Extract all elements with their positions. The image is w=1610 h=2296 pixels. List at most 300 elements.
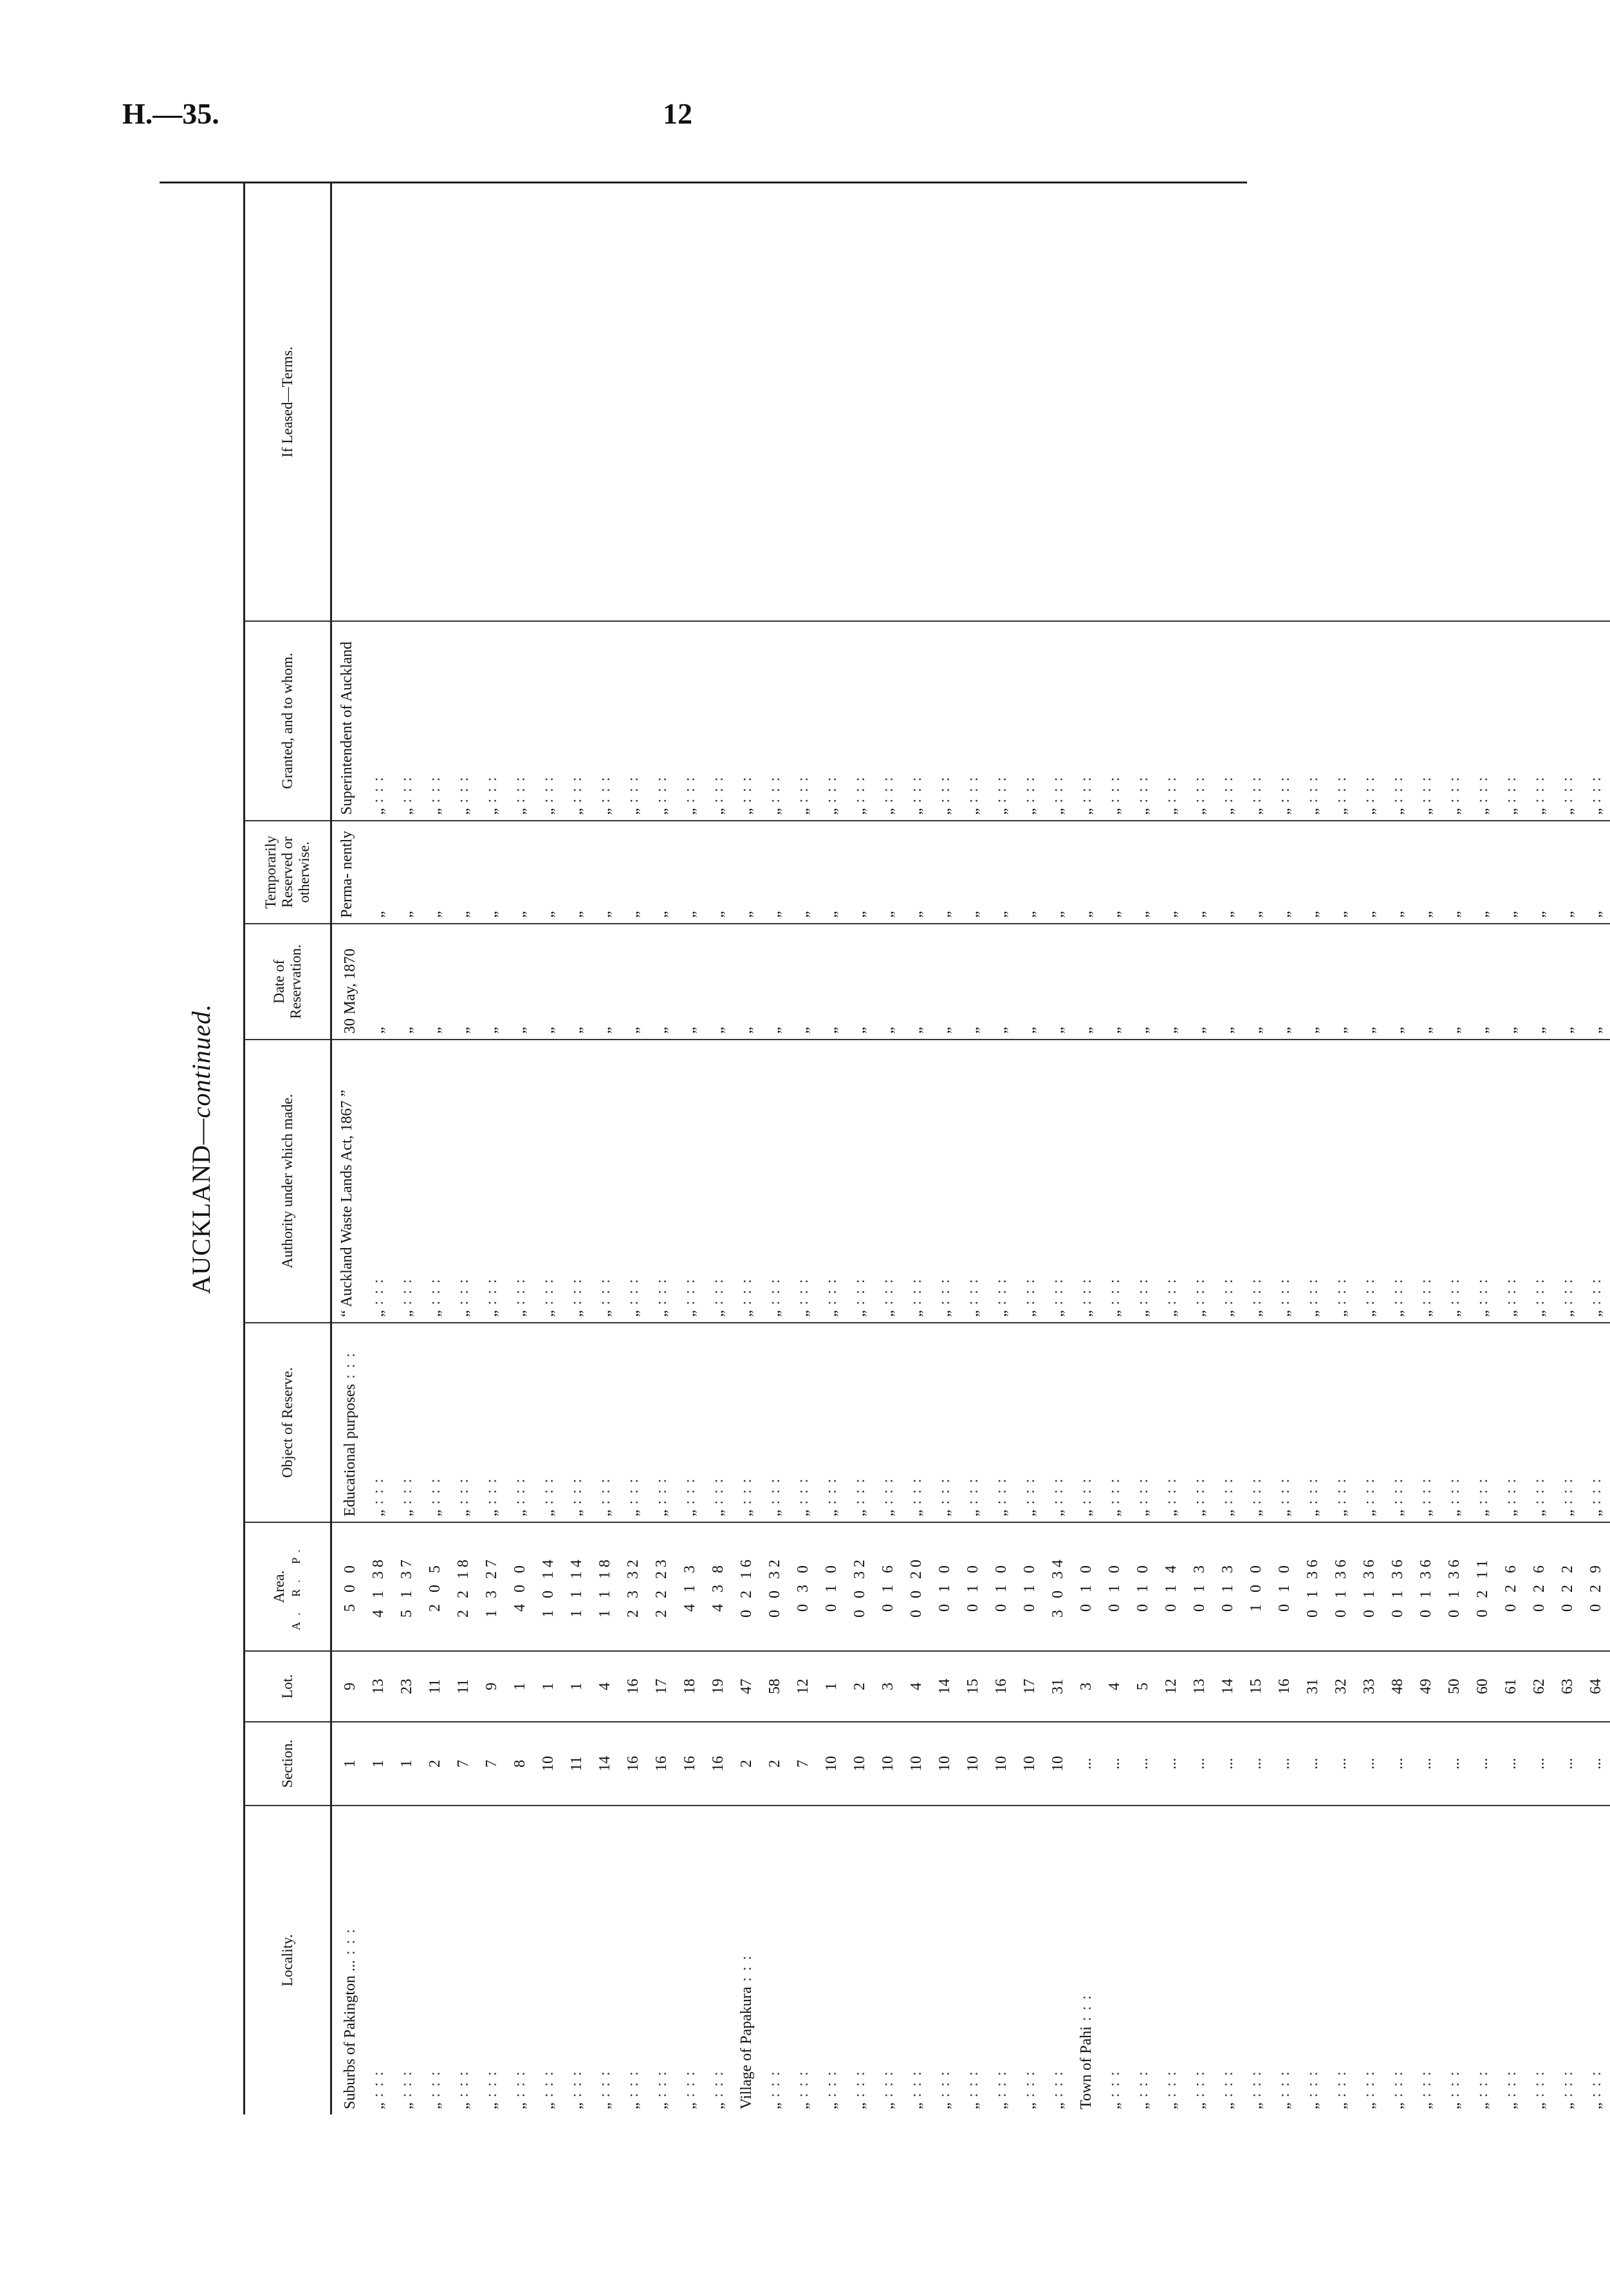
table-row: [930, 183, 959, 2114]
cell-object: „ : : :: [421, 1323, 449, 1522]
cell-locality: „ : : :: [1129, 1806, 1157, 2114]
cell-date: „: [364, 924, 393, 1040]
cell-granted: „ : : :: [1072, 621, 1100, 821]
cell-terms: [1497, 183, 1525, 621]
cell-lot: 16: [987, 1651, 1015, 1722]
cell-section: 8: [506, 1722, 534, 1806]
cell-section: ...: [1072, 1722, 1100, 1806]
cell-granted: „ : : :: [959, 621, 987, 821]
cell-object: „ : : :: [676, 1323, 704, 1522]
cell-section: ...: [1157, 1722, 1185, 1806]
cell-authority: „ : : :: [1383, 1040, 1412, 1323]
cell-section: ...: [1412, 1722, 1440, 1806]
cell-object: Educational purposes : : :: [331, 1323, 365, 1522]
cell-date: „: [619, 924, 647, 1040]
cell-section: 11: [562, 1722, 591, 1806]
cell-area: 1 0 14: [534, 1522, 562, 1651]
cell-locality: „ : : :: [1468, 1806, 1497, 2114]
cell-object: „ : : :: [393, 1323, 421, 1522]
cell-granted: „ : : :: [591, 621, 619, 821]
table-row: [1327, 183, 1355, 2114]
cell-area: 2 2 23: [647, 1522, 676, 1651]
cell-granted: „ : : :: [704, 621, 732, 821]
table-caption: [160, 183, 243, 2114]
cell-lot: 16: [619, 1651, 647, 1722]
table-row: [421, 183, 449, 2114]
cell-authority: „ : : :: [393, 1040, 421, 1323]
cell-lot: 9: [331, 1651, 365, 1722]
cell-section: 10: [874, 1722, 902, 1806]
cell-temporarily: „: [1270, 821, 1299, 924]
cell-terms: [506, 183, 534, 621]
cell-area: 0 1 36: [1383, 1522, 1412, 1651]
cell-date: „: [1072, 924, 1100, 1040]
cell-granted: „ : : :: [449, 621, 477, 821]
cell-date: „: [647, 924, 676, 1040]
cell-lot: 1: [817, 1651, 846, 1722]
cell-date: „: [477, 924, 506, 1040]
cell-temporarily: „: [874, 821, 902, 924]
cell-lot: 63: [1553, 1651, 1582, 1722]
cell-section: ...: [1497, 1722, 1525, 1806]
cell-granted: „ : : :: [1100, 621, 1129, 821]
cell-terms: [1214, 183, 1242, 621]
table-row: [591, 183, 619, 2114]
cell-area: 4 3 8: [704, 1522, 732, 1651]
cell-area: 0 1 3: [1185, 1522, 1214, 1651]
cell-temporarily: „: [902, 821, 930, 924]
cell-section: 10: [930, 1722, 959, 1806]
table-row: [1100, 183, 1129, 2114]
cell-area: 0 2 11: [1468, 1522, 1497, 1651]
cell-terms: [1072, 183, 1100, 621]
cell-area: 0 1 0: [959, 1522, 987, 1651]
cell-section: 2: [732, 1722, 761, 1806]
cell-date: „: [1100, 924, 1129, 1040]
cell-section: 10: [534, 1722, 562, 1806]
cell-section: 16: [676, 1722, 704, 1806]
cell-locality: „ : : :: [902, 1806, 930, 2114]
cell-authority: „ : : :: [930, 1040, 959, 1323]
cell-section: 10: [846, 1722, 874, 1806]
cell-area: 0 2 6: [1525, 1522, 1553, 1651]
cell-area: 1 1 14: [562, 1522, 591, 1651]
cell-object: „ : : :: [1468, 1323, 1497, 1522]
cell-granted: Superintendent of Auckland: [331, 621, 365, 821]
cell-date: „: [1327, 924, 1355, 1040]
cell-locality: „ : : :: [534, 1806, 562, 2114]
cell-area: 0 2 16: [732, 1522, 761, 1651]
cell-object: „ : : :: [1242, 1323, 1270, 1522]
cell-locality: Village of Papakura : : :: [732, 1806, 761, 2114]
cell-area: 2 3 32: [619, 1522, 647, 1651]
cell-lot: 31: [1044, 1651, 1072, 1722]
cell-lot: 11: [449, 1651, 477, 1722]
table-row: [449, 183, 477, 2114]
cell-granted: „ : : :: [562, 621, 591, 821]
table-row: [1157, 183, 1185, 2114]
col-area-title: Area.: [271, 1570, 287, 1603]
table-row: [1355, 183, 1383, 2114]
cell-area: 5 1 37: [393, 1522, 421, 1651]
cell-area: 0 1 36: [1440, 1522, 1468, 1651]
reserves-table: [243, 183, 1610, 2114]
cell-section: ...: [1440, 1722, 1468, 1806]
cell-terms: [1044, 183, 1072, 621]
cell-authority: „ : : :: [1157, 1040, 1185, 1323]
cell-lot: 14: [930, 1651, 959, 1722]
cell-temporarily: „: [364, 821, 393, 924]
cell-terms: [902, 183, 930, 621]
cell-locality: „ : : :: [1242, 1806, 1270, 2114]
cell-lot: 4: [1100, 1651, 1129, 1722]
cell-authority: „ : : :: [1327, 1040, 1355, 1323]
cell-date: „: [1214, 924, 1242, 1040]
cell-terms: [1100, 183, 1129, 621]
cell-object: „ : : :: [987, 1323, 1015, 1522]
cell-temporarily: „: [930, 821, 959, 924]
cell-section: ...: [1270, 1722, 1299, 1806]
cell-authority: „ : : :: [817, 1040, 846, 1323]
cell-granted: „ : : :: [1270, 621, 1299, 821]
cell-authority: „ : : :: [449, 1040, 477, 1323]
cell-authority: „ : : :: [732, 1040, 761, 1323]
table-row: [704, 183, 732, 2114]
cell-lot: 12: [789, 1651, 817, 1722]
cell-object: „ : : :: [647, 1323, 676, 1522]
cell-locality: „ : : :: [1497, 1806, 1525, 2114]
cell-object: „ : : :: [761, 1323, 789, 1522]
table-row: [1214, 183, 1242, 2114]
cell-terms: [647, 183, 676, 621]
cell-temporarily: „: [591, 821, 619, 924]
cell-authority: „ : : :: [704, 1040, 732, 1323]
cell-area: 0 1 6: [874, 1522, 902, 1651]
cell-date: „: [1553, 924, 1582, 1040]
cell-lot: 3: [1072, 1651, 1100, 1722]
cell-section: ...: [1383, 1722, 1412, 1806]
cell-object: „ : : :: [477, 1323, 506, 1522]
cell-locality: Town of Pahi : : :: [1072, 1806, 1100, 2114]
cell-granted: „ : : :: [1582, 621, 1610, 821]
cell-locality: „ : : :: [562, 1806, 591, 2114]
cell-section: 10: [987, 1722, 1015, 1806]
cell-temporarily: Perma- nently: [331, 821, 365, 924]
cell-terms: [1157, 183, 1185, 621]
cell-lot: 64: [1582, 1651, 1610, 1722]
cell-temporarily: „: [1214, 821, 1242, 924]
cell-granted: „ : : :: [1129, 621, 1157, 821]
cell-authority: „ : : :: [1497, 1040, 1525, 1323]
cell-object: „ : : :: [874, 1323, 902, 1522]
cell-temporarily: „: [1553, 821, 1582, 924]
cell-locality: „ : : :: [1582, 1806, 1610, 2114]
cell-object: „ : : :: [704, 1323, 732, 1522]
cell-section: 2: [761, 1722, 789, 1806]
cell-section: 7: [789, 1722, 817, 1806]
cell-temporarily: „: [1412, 821, 1440, 924]
cell-section: 2: [421, 1722, 449, 1806]
cell-section: 14: [591, 1722, 619, 1806]
cell-locality: „ : : :: [1157, 1806, 1185, 2114]
cell-authority: „ : : :: [1355, 1040, 1383, 1323]
cell-lot: 1: [534, 1651, 562, 1722]
table-row: [1242, 183, 1270, 2114]
cell-authority: „ : : :: [421, 1040, 449, 1323]
cell-terms: [1185, 183, 1214, 621]
cell-lot: 2: [846, 1651, 874, 1722]
cell-terms: [1582, 183, 1610, 621]
cell-terms: [1525, 183, 1553, 621]
cell-object: „ : : :: [902, 1323, 930, 1522]
cell-granted: „ : : :: [1015, 621, 1044, 821]
cell-terms: [449, 183, 477, 621]
cell-authority: „ : : :: [1553, 1040, 1582, 1323]
cell-granted: „ : : :: [1440, 621, 1468, 821]
cell-lot: 60: [1468, 1651, 1497, 1722]
cell-granted: „ : : :: [534, 621, 562, 821]
cell-temporarily: „: [704, 821, 732, 924]
cell-locality: „ : : :: [1299, 1806, 1327, 2114]
cell-object: „ : : :: [1185, 1323, 1214, 1522]
cell-lot: 1: [506, 1651, 534, 1722]
cell-locality: „ : : :: [477, 1806, 506, 2114]
table-body: [331, 183, 1610, 2114]
cell-object: „ : : :: [1440, 1323, 1468, 1522]
cell-date: „: [1468, 924, 1497, 1040]
table-row: [1468, 183, 1497, 2114]
col-object: Object of Reserve.: [245, 1323, 331, 1522]
cell-authority: „ : : :: [364, 1040, 393, 1323]
cell-temporarily: „: [1440, 821, 1468, 924]
table-row: [1497, 183, 1525, 2114]
cell-temporarily: „: [987, 821, 1015, 924]
cell-locality: „ : : :: [619, 1806, 647, 2114]
cell-locality: „ : : :: [846, 1806, 874, 2114]
cell-lot: 3: [874, 1651, 902, 1722]
cell-section: ...: [1468, 1722, 1497, 1806]
cell-object: „ : : :: [1355, 1323, 1383, 1522]
cell-granted: „ : : :: [1044, 621, 1072, 821]
table-row: [534, 183, 562, 2114]
cell-authority: „ : : :: [789, 1040, 817, 1323]
cell-date: „: [1299, 924, 1327, 1040]
cell-lot: 15: [959, 1651, 987, 1722]
cell-terms: [1383, 183, 1412, 621]
cell-area: 0 1 36: [1327, 1522, 1355, 1651]
cell-locality: „ : : :: [930, 1806, 959, 2114]
table-row: [902, 183, 930, 2114]
cell-date: „: [817, 924, 846, 1040]
cell-object: „ : : :: [1525, 1323, 1553, 1522]
cell-section: 10: [1044, 1722, 1072, 1806]
cell-temporarily: „: [1242, 821, 1270, 924]
cell-terms: [591, 183, 619, 621]
cell-object: „ : : :: [449, 1323, 477, 1522]
cell-lot: 1: [562, 1651, 591, 1722]
cell-lot: 58: [761, 1651, 789, 1722]
cell-object: „ : : :: [506, 1323, 534, 1522]
cell-authority: „ : : :: [477, 1040, 506, 1323]
cell-date: „: [761, 924, 789, 1040]
cell-lot: 62: [1525, 1651, 1553, 1722]
col-section: Section.: [245, 1722, 331, 1806]
cell-granted: „ : : :: [1242, 621, 1270, 821]
table-row: [506, 183, 534, 2114]
cell-temporarily: „: [1157, 821, 1185, 924]
cell-object: „ : : :: [1412, 1323, 1440, 1522]
table-row: [393, 183, 421, 2114]
table-row: [364, 183, 393, 2114]
cell-authority: “ Auckland Waste Lands Act, 1867 ”: [331, 1040, 365, 1323]
cell-lot: 17: [647, 1651, 676, 1722]
cell-terms: [1299, 183, 1327, 621]
cell-terms: [477, 183, 506, 621]
cell-terms: [1327, 183, 1355, 621]
cell-area: 0 1 3: [1214, 1522, 1242, 1651]
cell-date: „: [1129, 924, 1157, 1040]
cell-locality: „ : : :: [987, 1806, 1015, 2114]
cell-lot: 16: [1270, 1651, 1299, 1722]
cell-authority: „ : : :: [761, 1040, 789, 1323]
cell-date: „: [987, 924, 1015, 1040]
cell-section: ...: [1242, 1722, 1270, 1806]
cell-terms: [1553, 183, 1582, 621]
cell-date: „: [1185, 924, 1214, 1040]
col-authority: Authority under which made.: [245, 1040, 331, 1323]
cell-area: 0 3 0: [789, 1522, 817, 1651]
cell-granted: „ : : :: [421, 621, 449, 821]
cell-section: 1: [331, 1722, 365, 1806]
cell-temporarily: „: [959, 821, 987, 924]
table-row: [619, 183, 647, 2114]
cell-lot: 50: [1440, 1651, 1468, 1722]
cell-authority: „ : : :: [1412, 1040, 1440, 1323]
cell-object: „ : : :: [732, 1323, 761, 1522]
cell-authority: „ : : :: [676, 1040, 704, 1323]
cell-object: „ : : :: [1270, 1323, 1299, 1522]
table-row: [331, 183, 365, 2114]
table-row: [1072, 183, 1100, 2114]
cell-temporarily: „: [1327, 821, 1355, 924]
cell-temporarily: „: [1355, 821, 1383, 924]
cell-area: 0 1 4: [1157, 1522, 1185, 1651]
cell-granted: „ : : :: [1497, 621, 1525, 821]
cell-area: 0 1 0: [1129, 1522, 1157, 1651]
cell-temporarily: „: [846, 821, 874, 924]
cell-locality: „ : : :: [421, 1806, 449, 2114]
cell-lot: 4: [591, 1651, 619, 1722]
cell-locality: „ : : :: [1214, 1806, 1242, 2114]
cell-date: 30 May, 1870: [331, 924, 365, 1040]
cell-area: 0 1 0: [1072, 1522, 1100, 1651]
cell-temporarily: „: [1468, 821, 1497, 924]
cell-granted: „ : : :: [364, 621, 393, 821]
cell-locality: „ : : :: [506, 1806, 534, 2114]
cell-area: 0 1 0: [1015, 1522, 1044, 1651]
cell-locality: „ : : :: [1270, 1806, 1299, 2114]
cell-authority: „ : : :: [902, 1040, 930, 1323]
cell-lot: 33: [1355, 1651, 1383, 1722]
cell-locality: „ : : :: [874, 1806, 902, 2114]
cell-section: 1: [393, 1722, 421, 1806]
cell-locality: „ : : :: [647, 1806, 676, 2114]
cell-temporarily: „: [534, 821, 562, 924]
cell-date: „: [1582, 924, 1610, 1040]
cell-terms: [676, 183, 704, 621]
cell-area: 0 1 0: [930, 1522, 959, 1651]
cell-section: 10: [902, 1722, 930, 1806]
cell-lot: 23: [393, 1651, 421, 1722]
cell-area: 4 0 0: [506, 1522, 534, 1651]
cell-locality: „ : : :: [1015, 1806, 1044, 2114]
cell-granted: „ : : :: [1185, 621, 1214, 821]
table-row: [477, 183, 506, 2114]
cell-date: „: [562, 924, 591, 1040]
cell-temporarily: „: [619, 821, 647, 924]
cell-section: ...: [1299, 1722, 1327, 1806]
cell-terms: [1440, 183, 1468, 621]
cell-area: 0 0 32: [761, 1522, 789, 1651]
cell-temporarily: „: [1582, 821, 1610, 924]
cell-date: „: [676, 924, 704, 1040]
cell-date: „: [846, 924, 874, 1040]
cell-locality: „ : : :: [1355, 1806, 1383, 2114]
cell-terms: [817, 183, 846, 621]
cell-granted: „ : : :: [761, 621, 789, 821]
cell-date: „: [1497, 924, 1525, 1040]
cell-object: „ : : :: [1383, 1323, 1412, 1522]
cell-section: 16: [704, 1722, 732, 1806]
cell-locality: „ : : :: [1327, 1806, 1355, 2114]
cell-area: 3 0 34: [1044, 1522, 1072, 1651]
cell-authority: „ : : :: [1270, 1040, 1299, 1323]
cell-lot: 12: [1157, 1651, 1185, 1722]
cell-temporarily: „: [1044, 821, 1072, 924]
cell-terms: [987, 183, 1015, 621]
table-row: [647, 183, 676, 2114]
cell-area: 2 0 5: [421, 1522, 449, 1651]
cell-authority: „ : : :: [647, 1040, 676, 1323]
cell-date: „: [704, 924, 732, 1040]
caption-main: AUCKLAND—: [187, 1118, 216, 1294]
cell-granted: „ : : :: [393, 621, 421, 821]
cell-object: „ : : :: [1327, 1323, 1355, 1522]
cell-object: „ : : :: [1015, 1323, 1044, 1522]
cell-terms: [619, 183, 647, 621]
table-row: [1582, 183, 1610, 2114]
cell-date: „: [1412, 924, 1440, 1040]
cell-authority: „ : : :: [619, 1040, 647, 1323]
cell-terms: [704, 183, 732, 621]
cell-temporarily: „: [647, 821, 676, 924]
table-row: [761, 183, 789, 2114]
cell-granted: „ : : :: [619, 621, 647, 821]
cell-granted: „ : : :: [817, 621, 846, 821]
cell-granted: „ : : :: [506, 621, 534, 821]
cell-area: 4 1 3: [676, 1522, 704, 1651]
cell-terms: [1412, 183, 1440, 621]
cell-locality: „ : : :: [1553, 1806, 1582, 2114]
cell-authority: „ : : :: [1129, 1040, 1157, 1323]
cell-date: „: [930, 924, 959, 1040]
cell-section: 7: [477, 1722, 506, 1806]
cell-object: „ : : :: [364, 1323, 393, 1522]
cell-granted: „ : : :: [1553, 621, 1582, 821]
cell-authority: „ : : :: [1525, 1040, 1553, 1323]
cell-granted: „ : : :: [1355, 621, 1383, 821]
cell-terms: [1242, 183, 1270, 621]
